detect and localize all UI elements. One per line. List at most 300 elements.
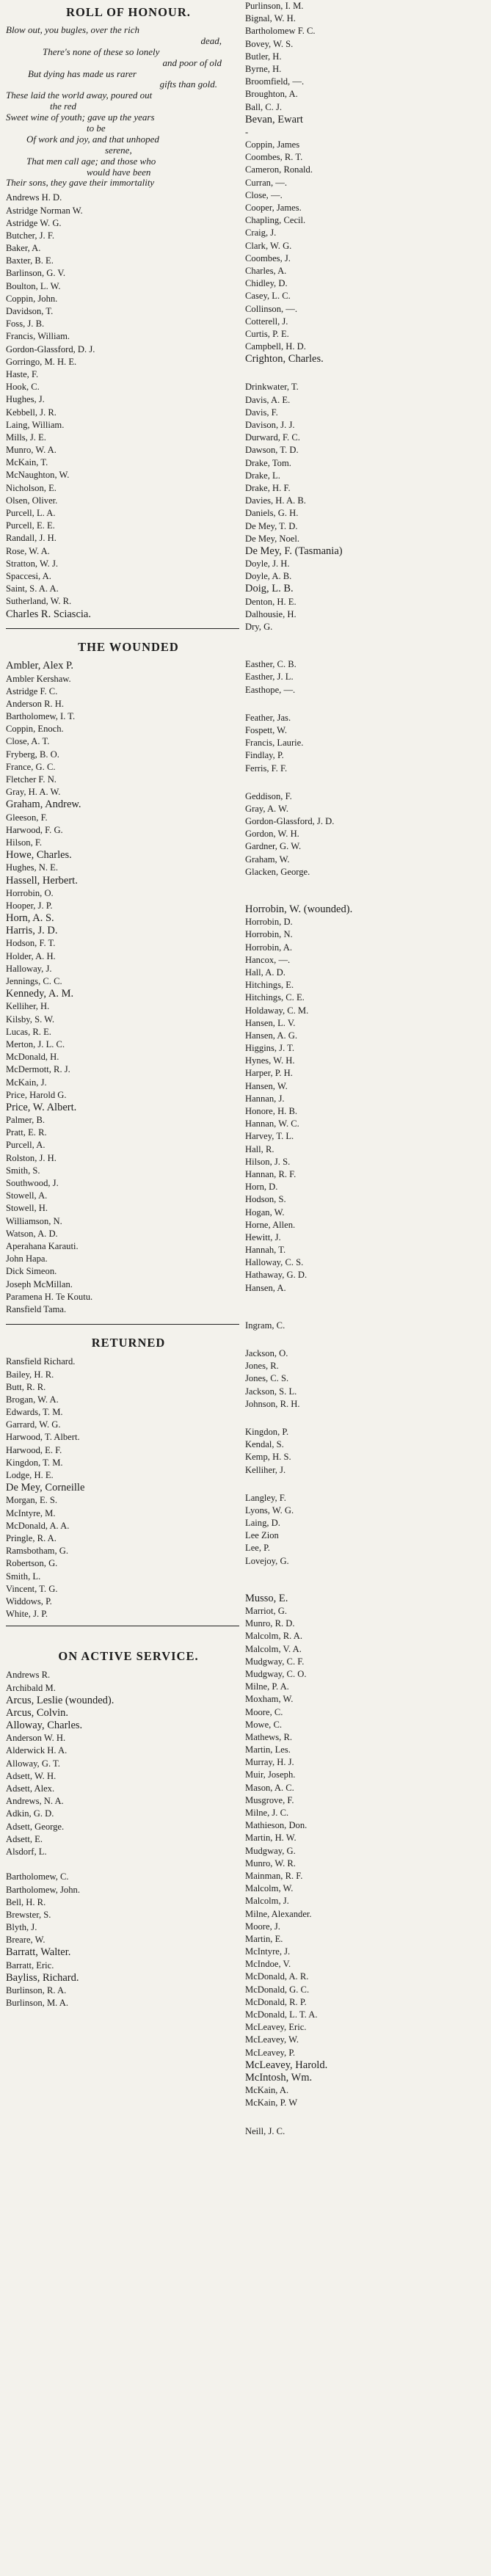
name-entry: Hancox, —.	[245, 954, 291, 965]
name-entry: Findlay, P.	[245, 750, 284, 761]
name-entry: Edwards, T. M.	[6, 1407, 63, 1418]
name-entry: Harris, J. D.	[6, 925, 58, 937]
name-entry: De Mey, T. D.	[245, 520, 298, 531]
name-entry: Drinkwater, T.	[245, 382, 299, 393]
name-entry: Astridge F. C.	[6, 685, 58, 696]
name-entry: Gorringo, M. H. E.	[6, 356, 77, 367]
name-entry: Craig, J.	[245, 228, 277, 239]
name-entry: White, J. P.	[6, 1609, 48, 1620]
name-entry: Adkin, G. D.	[6, 1808, 54, 1819]
name-entry: Gordon-Glassford, D. J.	[6, 343, 95, 354]
poem-line: would have been	[87, 166, 151, 178]
name-entry: Halloway, J.	[6, 963, 52, 974]
name-entry: Doyle, A. B.	[245, 571, 292, 582]
name-entry: Davidson, T.	[6, 306, 54, 317]
name-entry: Baker, A.	[6, 243, 41, 254]
name-entry: Ransfield Richard.	[6, 1356, 76, 1367]
name-entry: Gardner, G. W.	[245, 841, 302, 852]
name-entry: Butt, R. R.	[6, 1381, 46, 1392]
name-entry: Mathieson, Don.	[245, 1820, 308, 1831]
name-entry: Crighton, Charles.	[245, 353, 324, 365]
name-entry: Lee, P.	[245, 1543, 270, 1554]
name-entry: Hooper, J. P.	[6, 900, 53, 911]
name-entry: Hodson, S.	[245, 1194, 286, 1205]
name-entry: Cooper, James.	[245, 203, 302, 213]
name-entry: Vincent, T. G.	[6, 1583, 58, 1594]
name-entry: Sutherland, W. R.	[6, 596, 72, 607]
name-entry: Ransfield Tama.	[6, 1303, 67, 1314]
name-entry: Coombes, R. T.	[245, 152, 303, 163]
name-entry: Saint, S. A. A.	[6, 583, 59, 594]
name-entry: Lucas, R. E.	[6, 1026, 51, 1037]
name-entry: Jennings, C. C.	[6, 976, 62, 987]
name-entry: Geddison, F.	[245, 790, 292, 801]
name-entry: Stowell, H.	[6, 1203, 48, 1214]
group-spacer	[245, 1295, 487, 1320]
name-entry: Broughton, A.	[245, 89, 298, 100]
name-entry: Holdaway, C. M.	[245, 1005, 309, 1016]
name-entry: McIntyre, J.	[245, 1946, 291, 1957]
name-entry: Alsdorf, L.	[6, 1846, 47, 1857]
name-entry: Adsett, E.	[6, 1833, 43, 1844]
name-entry: Milne, P. A.	[245, 1681, 289, 1692]
name-entry: Charles R. Sciascia.	[6, 608, 91, 620]
name-entry: Paramena H. Te Koutu.	[6, 1291, 93, 1302]
name-entry: Close, —.	[245, 189, 283, 200]
wounded-list	[6, 660, 239, 1324]
group-spacer	[245, 365, 487, 381]
name-entry: Gray, A. W.	[245, 803, 289, 814]
name-entry: Lodge, H. E.	[6, 1470, 54, 1481]
poem-line: These laid the world away, poured out	[6, 90, 153, 101]
name-entry: McKain, P. W	[245, 2097, 298, 2109]
name-entry: Coppin, James	[245, 139, 300, 150]
name-entry: Johnson, R. H.	[245, 1398, 300, 1409]
name-entry: Horne, Allen.	[245, 1219, 296, 1230]
poem-line: serene,	[105, 144, 132, 156]
name-entry: Kemp, H. S.	[245, 1452, 291, 1463]
name-entry: Randall, J. H.	[6, 533, 57, 544]
name-entry: Broomfield, —.	[245, 76, 305, 87]
name-entry: Denton, H. E.	[245, 596, 297, 607]
name-entry: McIntyre, M.	[6, 1507, 56, 1518]
group-spacer	[245, 1568, 487, 1593]
name-entry: Gleeson, F.	[6, 812, 48, 823]
name-entry: Butler, H.	[245, 51, 282, 62]
name-entry: Hansen, A.	[245, 1282, 286, 1293]
name-entry: Adsett, W. H.	[6, 1770, 57, 1781]
name-entry: Feather, Jas.	[245, 712, 291, 723]
name-entry: Bayliss, Richard.	[6, 1971, 79, 1984]
name-entry: Rose, W. A.	[6, 545, 50, 556]
name-entry: Mudgway, C. O.	[245, 1668, 307, 1679]
name-entry: Purcell, L. A.	[6, 508, 56, 519]
name-entry: Garrard, W. G.	[6, 1419, 61, 1430]
name-entry: McDonald, R. P.	[245, 1996, 307, 2007]
name-entry: Dalhousie, H.	[245, 608, 297, 619]
name-entry: Hansen, W.	[245, 1080, 288, 1091]
name-entry: McLeavey, Eric.	[245, 2022, 307, 2033]
name-entry: Dick Simeon.	[6, 1266, 57, 1277]
name-entry: Munro, R. D.	[245, 1618, 295, 1629]
name-entry: Robertson, G.	[6, 1558, 58, 1569]
name-entry: Mowe, C.	[245, 1719, 283, 1730]
roll-of-honour-heading: ROLL OF HONOUR.	[66, 5, 191, 19]
name-entry: Bartholomew, John.	[6, 1884, 80, 1895]
name-entry: Drake, L.	[245, 470, 280, 481]
name-entry: Campbell, H. D.	[245, 341, 306, 352]
name-entry: Malcolm, V. A.	[245, 1643, 302, 1654]
name-entry: Dry, G.	[245, 622, 273, 632]
name-entry: Moxham, W.	[245, 1694, 294, 1705]
poem-line: There's none of these so lonely	[43, 46, 160, 57]
name-entry: Curtis, P. E.	[245, 328, 289, 339]
name-entry: Hogan, W.	[245, 1207, 285, 1218]
name-entry: Kingdon, T. M.	[6, 1457, 63, 1468]
name-entry: Boulton, L. W.	[6, 280, 61, 291]
name-entry: Barratt, Walter.	[6, 1946, 71, 1959]
name-entry: Aperahana Karauti.	[6, 1240, 79, 1251]
name-entry: Ball, C. J.	[245, 101, 283, 112]
section-divider	[6, 1324, 239, 1325]
name-entry: Smith, S.	[6, 1165, 40, 1176]
name-entry: Burlinson, M. A.	[6, 1998, 69, 2009]
name-entry: Munro, W. A.	[6, 445, 57, 456]
name-entry: Howe, Charles.	[6, 849, 72, 862]
name-entry: Bartholomew, C.	[6, 1871, 69, 1882]
section-divider	[6, 628, 239, 629]
name-entry: Purcell, E. E.	[6, 520, 55, 531]
name-entry: Doig, L. B.	[245, 583, 294, 595]
name-entry: Hook, C.	[6, 382, 40, 393]
name-entry: Hassell, Herbert.	[6, 874, 78, 887]
name-entry: Graham, Andrew.	[6, 798, 81, 811]
name-entry: Hannan, R. F.	[245, 1168, 297, 1179]
name-entry: Butcher, J. F.	[6, 230, 54, 241]
active-service-list	[6, 1669, 239, 2009]
name-entry: Blyth, J.	[6, 1922, 37, 1933]
name-entry: Hansen, A. G.	[245, 1030, 298, 1041]
name-entry: Spaccesi, A.	[6, 570, 51, 581]
name-entry: Easthope, —.	[245, 684, 296, 695]
group-spacer	[245, 1411, 487, 1426]
name-entry: De Mey, Noel.	[245, 533, 300, 544]
name-entry: Pratt, E. R.	[6, 1127, 47, 1138]
name-entry: Martin, Les.	[245, 1744, 291, 1755]
name-entry: Kingdon, P.	[245, 1426, 289, 1437]
name-entry: Horrobin, N.	[245, 929, 293, 940]
name-entry: Kendal, S.	[245, 1439, 284, 1450]
name-entry: Drake, Tom.	[245, 457, 291, 468]
name-entry: Andrews H. D.	[6, 192, 62, 203]
name-entry: Astridge Norman W.	[6, 205, 83, 216]
name-entry: Hannah, T.	[245, 1245, 286, 1256]
name-entry: Alloway, Charles.	[6, 1720, 83, 1732]
name-entry: Breare, W.	[6, 1935, 46, 1946]
name-entry: Lee Zion	[245, 1530, 279, 1541]
name-entry: McNaughton, W.	[6, 470, 70, 481]
name-entry: Fospett, W.	[245, 724, 288, 735]
poem-line: dead,	[200, 34, 222, 46]
name-entry: Easther, J. L.	[245, 672, 294, 683]
group-spacer	[245, 775, 487, 790]
name-entry: Jackson, S. L.	[245, 1386, 297, 1397]
name-entry: Curran, —.	[245, 177, 288, 188]
name-entry: Southwood, J.	[6, 1178, 59, 1189]
name-entry: Olsen, Oliver.	[6, 495, 58, 506]
name-entry: Brogan, W. A.	[6, 1394, 59, 1405]
name-entry: Hitchings, E.	[245, 980, 294, 991]
name-entry: Cotterell, J.	[245, 316, 288, 327]
name-entry: McDonald, A. A.	[6, 1520, 70, 1531]
name-entry: Harwood, T. Albert.	[6, 1432, 80, 1443]
name-entry: Merton, J. L. C.	[6, 1038, 65, 1049]
name-entry: Morgan, E. S.	[6, 1495, 58, 1506]
name-entry: Bevan, Ewart	[245, 113, 303, 125]
name-entry: Haste, F.	[6, 368, 39, 379]
name-entry: Alloway, G. T.	[6, 1758, 60, 1769]
name-entry: Langley, F.	[245, 1492, 286, 1503]
name-entry: Francis, William.	[6, 331, 70, 342]
name-entry	[6, 1858, 239, 1871]
name-entry: Arcus, Leslie (wounded).	[6, 1694, 114, 1706]
name-entry: Davis, A. E.	[245, 394, 291, 405]
name-entry: McDonald, G. C.	[245, 1984, 310, 1995]
name-entry: Hughes, N. E.	[6, 862, 59, 873]
name-entry: Collinson, —.	[245, 303, 298, 314]
active-service-heading: ON ACTIVE SERVICE.	[58, 1649, 199, 1664]
poem-line: Of work and joy, and that unhoped	[26, 133, 159, 145]
name-entry: Bailey, H. R.	[6, 1369, 54, 1380]
name-entry: Foss, J. B.	[6, 319, 45, 330]
name-entry: Kennedy, A. M.	[6, 988, 74, 1000]
name-entry: Ferris, F. F.	[245, 763, 288, 774]
name-entry: Widdows, P.	[6, 1596, 52, 1607]
name-entry: Mainman, R. F.	[245, 1870, 303, 1881]
name-entry: Hitchings, C. E.	[245, 992, 305, 1003]
name-entry: Joseph McMillan.	[6, 1278, 73, 1289]
name-entry: Hall, R.	[245, 1143, 274, 1154]
name-entry: McLeavey, W.	[245, 2034, 299, 2045]
name-entry: Nicholson, E.	[6, 482, 57, 493]
name-entry: Bignal, W. H.	[245, 13, 296, 24]
name-entry: Bovey, W. S.	[245, 38, 294, 49]
name-entry: Archibald M.	[6, 1682, 56, 1693]
name-entry: Palmer, B.	[6, 1115, 46, 1126]
poem	[6, 25, 239, 189]
name-entry: Marriot, G.	[245, 1606, 288, 1616]
name-entry: Anderson W. H.	[6, 1733, 66, 1744]
name-entry: Cameron, Ronald.	[245, 164, 313, 175]
name-entry: Hansen, L. V.	[245, 1017, 296, 1028]
poem-line: gifts than gold.	[159, 79, 217, 90]
name-entry: McDermott, R. J.	[6, 1064, 70, 1075]
name-entry: Dawson, T. D.	[245, 445, 299, 456]
poem-line: and poor of old	[162, 57, 222, 68]
name-entry: Harwood, F. G.	[6, 824, 63, 835]
name-entry: Harper, P. H.	[245, 1068, 293, 1079]
name-entry: Pringle, R. A.	[6, 1532, 57, 1543]
name-entry: Kelliher, J.	[245, 1464, 286, 1475]
name-entry: Baxter, B. E.	[6, 255, 54, 266]
name-entry: Graham, W.	[245, 854, 290, 865]
name-entry: Mudgway, C. F.	[245, 1656, 305, 1667]
name-entry: De Mey, F. (Tasmania)	[245, 545, 343, 557]
name-entry: Harwood, E. F.	[6, 1444, 62, 1455]
name-entry: -	[245, 126, 249, 137]
group-spacer	[245, 1332, 487, 1347]
name-entry: McDonald, A. R.	[245, 1971, 309, 1982]
group-spacer	[245, 696, 487, 712]
name-entry: Horrobin, A.	[245, 942, 293, 953]
name-entry: Lovejoy, G.	[245, 1555, 289, 1566]
name-entry: Arcus, Colvin.	[6, 1706, 68, 1719]
name-entry: Horrobin, W. (wounded).	[245, 903, 353, 915]
poem-line: to be	[87, 123, 106, 134]
name-entry: Hynes, W. H.	[245, 1055, 295, 1066]
name-entry: Durward, F. C.	[245, 432, 300, 443]
name-entry: Davison, J. J.	[245, 420, 295, 430]
name-entry: Purlinson, I. M.	[245, 1, 304, 11]
name-entry: John Hapa.	[6, 1254, 48, 1265]
poem-line: Sweet wine of youth; gave up the years	[6, 112, 155, 123]
name-entry: Anderson R. H.	[6, 698, 65, 709]
name-entry: McDonald, L. T. A.	[245, 2009, 318, 2020]
name-entry: Adsett, Alex.	[6, 1783, 55, 1794]
left-column	[6, 0, 239, 2009]
name-entry: Easther, C. B.	[245, 659, 297, 670]
name-entry: Hannan, J.	[245, 1093, 285, 1104]
name-entry: Smith, L.	[6, 1571, 41, 1582]
name-entry: Charles, A.	[245, 265, 287, 276]
name-entry: Hewitt, J.	[245, 1231, 281, 1242]
name-entry: Astridge W. G.	[6, 217, 62, 228]
name-entry: Stratton, W. J.	[6, 558, 59, 569]
name-entry: Davis, F.	[245, 407, 278, 418]
name-entry: Gray, H. A. W.	[6, 787, 61, 798]
name-entry: McLeavey, Harold.	[245, 2059, 328, 2071]
name-entry: McDonald, H.	[6, 1052, 59, 1063]
name-entry: Fryberg, B. O.	[6, 749, 59, 760]
wounded-heading: THE WOUNDED	[78, 640, 179, 655]
poem-line: Blow out, you bugles, over the rich	[6, 24, 139, 35]
group-spacer	[245, 878, 487, 903]
name-entry: Burlinson, R. A.	[6, 1985, 67, 1996]
name-entry: Bartholomew, I. T.	[6, 711, 76, 722]
name-entry: Doyle, J. H.	[245, 559, 290, 570]
name-entry: Stowell, A.	[6, 1190, 48, 1201]
name-entry: Daniels, G. H.	[245, 508, 299, 519]
name-entry: Horrobin, D.	[245, 917, 293, 928]
name-entry: Coppin, John.	[6, 293, 58, 304]
name-entry: Mathews, R.	[245, 1731, 293, 1742]
name-entry: Barratt, Eric.	[6, 1960, 54, 1971]
name-entry: Jones, R.	[245, 1361, 279, 1372]
name-entry: Hilson, F.	[6, 837, 43, 848]
name-entry: Kebbell, J. R.	[6, 407, 57, 418]
name-entry: Moore, C.	[245, 1706, 283, 1717]
name-entry: Jones, C. S.	[245, 1373, 289, 1384]
name-entry: Clark, W. G.	[245, 240, 292, 251]
name-entry: Ramsbotham, G.	[6, 1546, 69, 1557]
poem-line: That men call age; and those who	[26, 155, 156, 167]
name-entry: Francis, Laurie.	[245, 738, 304, 749]
name-entry: France, G. C.	[6, 761, 56, 772]
name-entry: Barlinson, G. V.	[6, 268, 66, 279]
name-entry: Davies, H. A. B.	[245, 495, 306, 506]
name-entry: Musgrove, F.	[245, 1794, 294, 1805]
roll-of-honour-list	[6, 192, 239, 628]
returned-list	[6, 1356, 239, 1626]
name-entry: Honore, H. B.	[245, 1106, 298, 1116]
name-entry: Bell, H. R.	[6, 1896, 46, 1907]
name-entry: Milne, J. C.	[245, 1808, 289, 1818]
name-entry: Kilsby, S. W.	[6, 1014, 55, 1025]
name-entry: Hughes, J.	[6, 394, 45, 405]
name-entry: Chapling, Cecil.	[245, 215, 306, 226]
poem-line: Their sons, they gave their immortality	[6, 177, 155, 189]
name-entry: Bartholomew F. C.	[245, 26, 316, 37]
name-entry: De Mey, Corneille	[6, 1482, 85, 1494]
name-entry: Lyons, W. G.	[245, 1505, 294, 1516]
name-entry: Neill, J. C.	[245, 2125, 285, 2136]
active-service-continued-list	[245, 0, 487, 2138]
name-entry: Price, Harold G.	[6, 1089, 67, 1100]
name-entry: Milne, Alexander.	[245, 1908, 312, 1919]
name-entry: Mason, A. C.	[245, 1782, 294, 1793]
name-entry: McLeavey, P.	[245, 2047, 296, 2058]
name-entry: Halloway, C. S.	[245, 1257, 304, 1268]
name-entry: Brewster, S.	[6, 1909, 51, 1920]
name-entry: Ambler, Alex P.	[6, 660, 74, 672]
name-entry: Holder, A. H.	[6, 950, 56, 961]
name-entry: Moore, J.	[245, 1921, 280, 1932]
name-entry: Watson, A. D.	[6, 1228, 58, 1239]
name-entry: Gordon, W. H.	[245, 829, 299, 840]
name-entry: Malcolm, J.	[245, 1896, 289, 1907]
name-entry: Byrne, H.	[245, 63, 282, 74]
name-entry: Horrobin, O.	[6, 887, 54, 898]
name-entry: Hodson, F. T.	[6, 938, 56, 949]
name-entry: McIntosh, Wm.	[245, 2071, 313, 2084]
name-entry: Andrews R.	[6, 1670, 51, 1681]
group-spacer	[245, 1477, 487, 1492]
right-column	[245, 0, 487, 2138]
name-entry: McKain, A.	[245, 2085, 289, 2096]
name-entry: Harvey, T. L.	[245, 1131, 294, 1142]
name-entry: Fletcher F. N.	[6, 774, 57, 785]
name-entry: Drake, H. F.	[245, 482, 291, 493]
name-entry: Laing, William.	[6, 419, 65, 430]
name-entry: Chidley, D.	[245, 278, 288, 289]
name-entry: Jackson, O.	[245, 1348, 288, 1358]
name-entry: Malcolm, W.	[245, 1883, 294, 1894]
group-spacer	[245, 2110, 487, 2125]
name-entry: Mills, J. E.	[6, 432, 46, 443]
name-entry: Williamson, N.	[6, 1215, 62, 1226]
name-entry: McKain, T.	[6, 457, 48, 468]
name-entry: Andrews, N. A.	[6, 1796, 64, 1807]
name-entry: Ingram, C.	[245, 1320, 285, 1331]
poem-line: the red	[50, 101, 76, 112]
name-entry: Alderwick H. A.	[6, 1745, 68, 1756]
name-entry: Hannan, W. C.	[245, 1118, 299, 1129]
name-entry: Ambler Kershaw.	[6, 673, 71, 684]
name-entry: Musso, E.	[245, 1592, 288, 1604]
name-entry: Mudgway, G.	[245, 1845, 296, 1856]
name-entry: Gordon-Glassford, J. D.	[245, 816, 335, 827]
name-entry: McKain, J.	[6, 1077, 47, 1088]
